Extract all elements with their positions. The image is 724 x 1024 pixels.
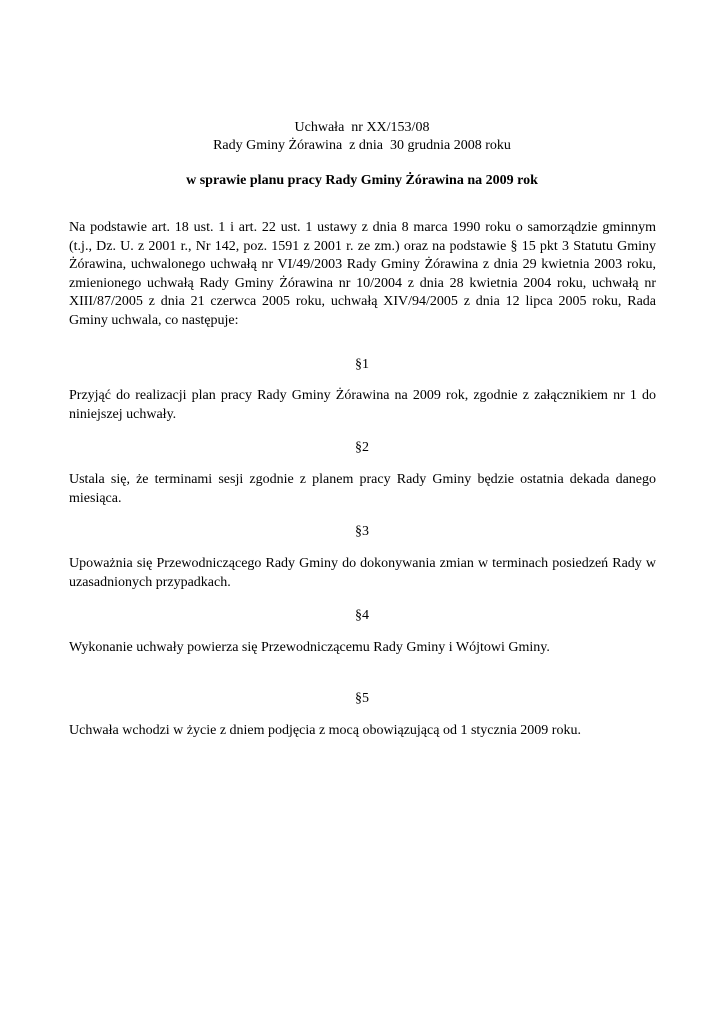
section-text-2: Ustala się, że terminami sesji zgodnie z planem pracy Rady Gminy będzie ostatnia dekada danego miesiąca. <box>69 472 656 506</box>
section-mark-1: §1 <box>355 357 369 372</box>
section-text-4: Wykonanie uchwały powierza się Przewodniczącemu Rady Gminy i Wójtowi Gminy. <box>69 640 550 655</box>
section-mark-2: §2 <box>355 440 369 455</box>
section-mark-3: §3 <box>355 524 369 539</box>
resolution-number: Uchwała nr XX/153/08 <box>294 120 430 135</box>
preamble-paragraph: Na podstawie art. 18 ust. 1 i art. 22 ust. 1 ustawy z dnia 8 marca 1990 roku o samorządzie gminnym (t.j., Dz. U. z 2001 r., Nr 142, poz. 1591 z 2001 r. ze zm.) oraz na podstawie § 15 pkt 3 Statutu Gminy Żórawina, uchwalonego uchwałą nr VI/49/2003 Rady Gminy Żórawina z dnia 29 kwietnia 2003 roku, zmienionego uchwałą Rady Gminy Żórawina nr 10/2004 z dnia 28 kwietnia 2004 roku, uchwałą nr XIII/87/2005 z dnia 21 czerwca 2005 roku, uchwałą XIV/94/2005 z dnia 12 lipca 2005 roku, Rada Gminy uchwala, co następuje: <box>69 220 656 328</box>
section-text-1: Przyjąć do realizacji plan pracy Rady Gminy Żórawina na 2009 rok, zgodnie z załącznikiem nr 1 do niniejszej uchwały. <box>69 388 656 422</box>
resolution-issuer-date: Rady Gminy Żórawina z dnia 30 grudnia 2008 roku <box>213 138 511 153</box>
resolution-subject: w sprawie planu pracy Rady Gminy Żórawina na 2009 rok <box>186 173 538 188</box>
section-mark-4: §4 <box>355 608 369 623</box>
section-text-5: Uchwała wchodzi w życie z dniem podjęcia z mocą obowiązującą od 1 stycznia 2009 roku. <box>69 723 581 738</box>
section-text-3: Upoważnia się Przewodniczącego Rady Gminy do dokonywania zmian w terminach posiedzeń Rady w uzasadnionych przypadkach. <box>69 556 656 590</box>
section-mark-5: §5 <box>355 691 369 706</box>
